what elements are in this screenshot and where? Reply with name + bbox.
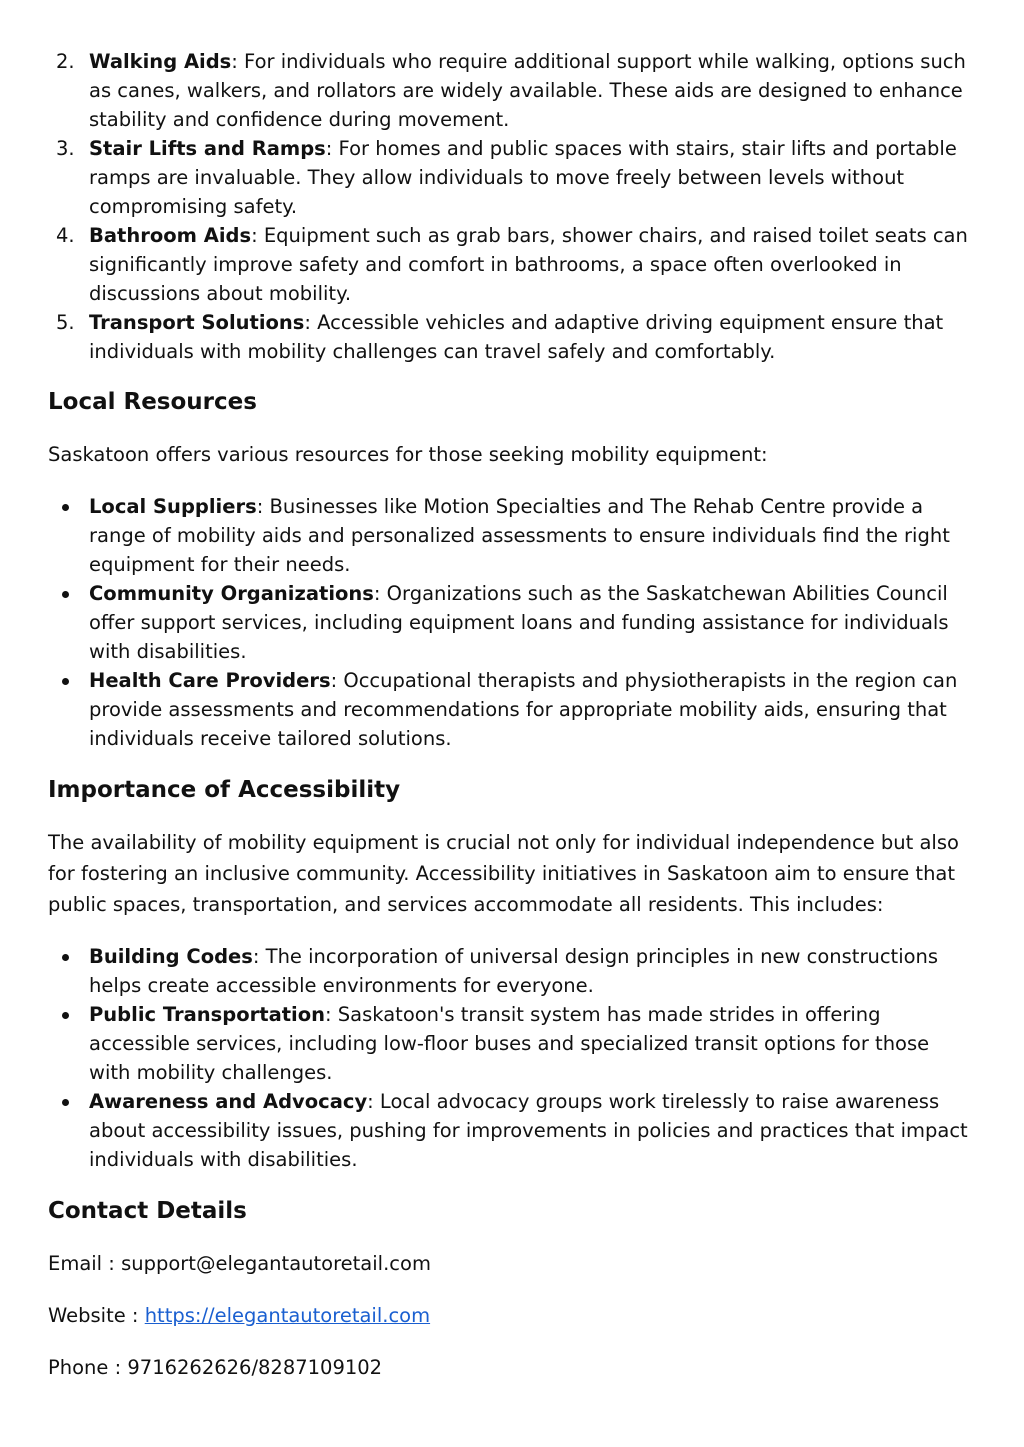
bullet-icon (62, 954, 69, 961)
accessibility-intro: The availability of mobility equipment is crucial not only for individual independence but also for fostering an inclusive community. Accessibility initiatives in Saskatoon aim to ensure that public spaces, transportation, and services accommodate all residents. This includes: (48, 831, 959, 916)
accessibility-list (48, 942, 976, 1174)
contact-email-line (48, 1249, 976, 1278)
list-number: 2. (56, 50, 75, 73)
list-text: : Accessible vehicles and adaptive driving equipment ensure that individuals with mobility challenges can travel safely and comfortably. (89, 311, 944, 363)
section-heading-contact: Contact Details (48, 1198, 247, 1224)
list-item (48, 47, 976, 134)
list-term: Transport Solutions (89, 311, 305, 334)
website-label: Website : (48, 1304, 145, 1327)
list-item (48, 666, 976, 753)
list-term: Walking Aids (89, 50, 232, 73)
list-term: Local Suppliers (89, 495, 257, 518)
list-item (48, 308, 976, 366)
list-text: : Equipment such as grab bars, shower chairs, and raised toilet seats can significantly improve safety and comfort in bathrooms, a space often overlooked in discussions about mobility. (89, 224, 968, 305)
list-item (48, 492, 976, 579)
local-resources-list (48, 492, 976, 753)
list-text: : Organizations such as the Saskatchewan Abilities Council offer support services, including equipment loans and funding assistance for individuals with disabilities. (89, 582, 949, 663)
section-heading-local-resources: Local Resources (48, 389, 257, 415)
equipment-numbered-list (48, 47, 976, 366)
list-term: Stair Lifts and Ramps (89, 137, 326, 160)
list-item (48, 942, 976, 1000)
contact-website-line (48, 1301, 976, 1330)
list-item (48, 221, 976, 308)
list-term: Health Care Providers (89, 669, 331, 692)
list-text: : The incorporation of universal design principles in new constructions helps create accessible environments for everyone. (89, 945, 939, 997)
list-term: Bathroom Aids (89, 224, 252, 247)
contact-phone-line (48, 1353, 976, 1382)
list-number: 3. (56, 137, 75, 160)
bullet-icon (62, 1012, 69, 1019)
bullet-icon (62, 504, 69, 511)
bullet-icon (62, 591, 69, 598)
list-text: : Local advocacy groups work tirelessly to raise awareness about accessibility issues, pushing for improvements in policies and practices that impact individuals with disabilities. (89, 1090, 968, 1171)
list-text: : Occupational therapists and physiotherapists in the region can provide assessments and recommendations for appropriate mobility aids, ensuring that individuals receive tailored solutions. (89, 669, 958, 750)
email-label: Email : (48, 1252, 122, 1275)
list-number: 4. (56, 224, 75, 247)
list-text: : For individuals who require additional support while walking, options such as canes, walkers, and rollators are widely available. These aids are designed to enhance stability and confidence during movement. (89, 50, 966, 131)
bullet-icon (62, 678, 69, 685)
list-text: : For homes and public spaces with stairs, stair lifts and portable ramps are invaluable. They allow individuals to move freely between levels without compromising safety. (89, 137, 957, 218)
list-item (48, 134, 976, 221)
list-term: Awareness and Advocacy (89, 1090, 368, 1113)
list-term: Community Organizations (89, 582, 374, 605)
list-text: : Businesses like Motion Specialties and The Rehab Centre provide a range of mobility aids and personalized assessments to ensure individuals find the right equipment for their needs. (89, 495, 950, 576)
list-term: Public Transportation (89, 1003, 326, 1026)
list-number: 5. (56, 311, 75, 334)
email-value: support@elegantautoretail.com (121, 1252, 431, 1275)
phone-value: 9716262626/8287109102 (127, 1356, 383, 1379)
list-item (48, 1000, 976, 1087)
phone-label: Phone : (48, 1356, 128, 1379)
list-item (48, 1087, 976, 1174)
list-term: Building Codes (89, 945, 253, 968)
section-heading-accessibility: Importance of Accessibility (48, 777, 401, 803)
local-resources-intro: Saskatoon offers various resources for those seeking mobility equipment: (48, 443, 768, 466)
bullet-icon (62, 1099, 69, 1106)
website-link[interactable]: https://elegantautoretail.com (144, 1304, 431, 1327)
list-text: : Saskatoon's transit system has made strides in offering accessible services, including low-floor buses and specialized transit options for those with mobility challenges. (89, 1003, 930, 1084)
list-item (48, 579, 976, 666)
